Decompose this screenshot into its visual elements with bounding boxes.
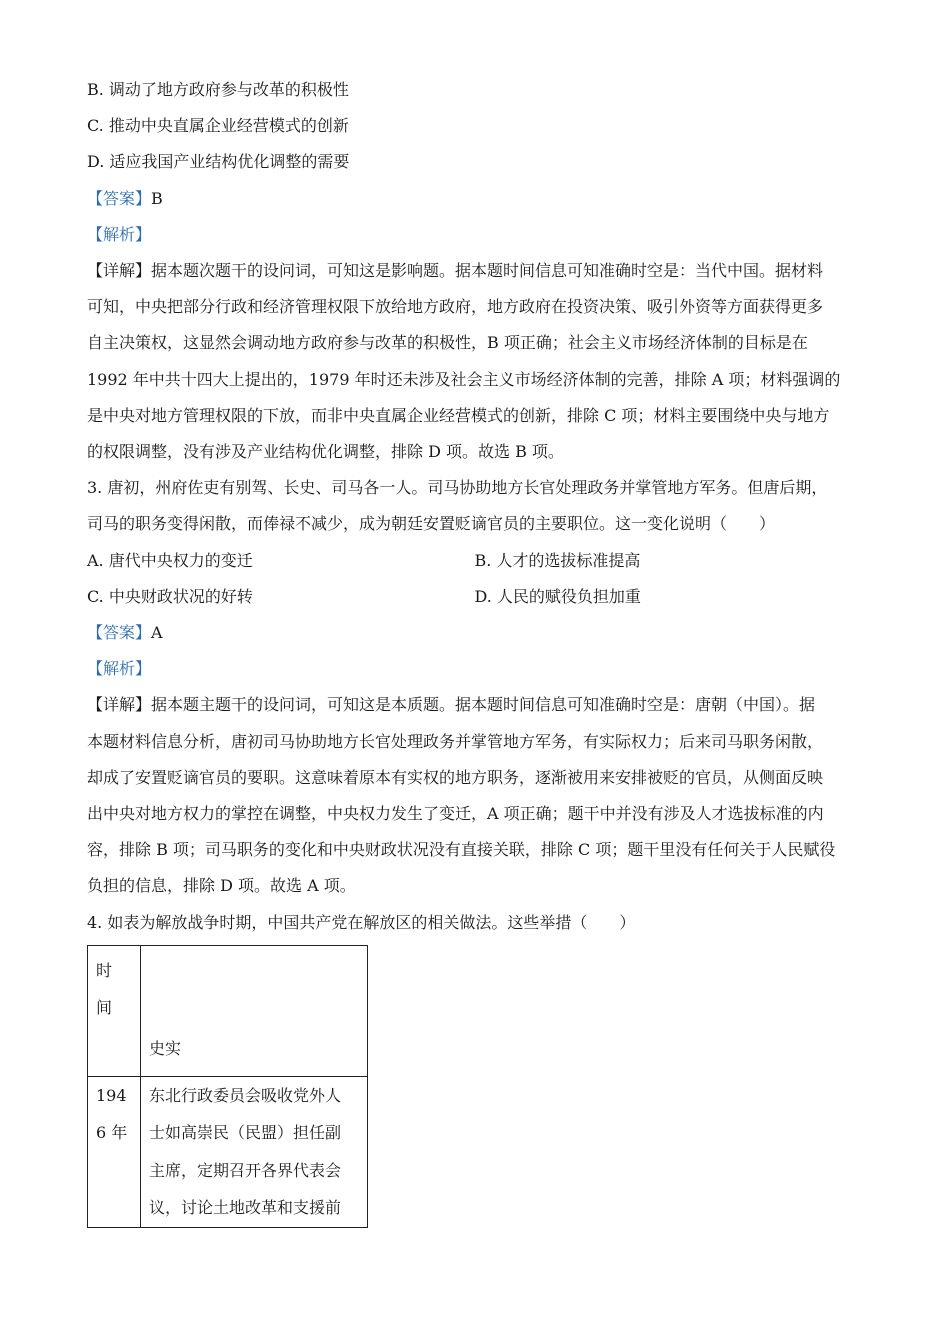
answer-tag: 【答案】 xyxy=(87,188,152,208)
q2-detail xyxy=(87,253,862,470)
detail-line: 【详解】据本题次题干的设问词，可知这是影响题。据本题时间信息可知准确时空是：当代中国。据材料 xyxy=(87,261,824,281)
stem-line: 司马的职务变得闲散，而俸禄不减少，成为朝廷安置贬谪官员的主要职位。这一变化说明（ ） xyxy=(87,514,776,534)
detail-line: 却成了安置贬谪官员的要职。这意味着原本有实权的地方职务，逐渐被用来安排被贬的官员，从侧面反映 xyxy=(87,767,824,787)
answer-value: B xyxy=(151,188,163,208)
q2-option-c: C. 推动中央直属企业经营模式的创新 xyxy=(87,116,349,136)
table-header-row xyxy=(88,945,368,1076)
q4-history-table xyxy=(87,945,368,1228)
detail-line: 可知，中央把部分行政和经济管理权限下放给地方政府，地方政府在投资决策、吸引外资等方面获得更多 xyxy=(87,297,824,317)
q2-analysis-tag: 【解析】 xyxy=(87,224,152,244)
q3-detail xyxy=(87,687,862,904)
q2-answer xyxy=(87,181,862,217)
detail-tag: 【详解】 xyxy=(87,261,152,281)
detail-line: 容，排除 B 项；司马职务的变化和中央财政状况没有直接关联，排除 C 项；题干里没有任何关于人民赋役 xyxy=(87,840,836,860)
q3-option-b: B. 人才的选拔标准提高 xyxy=(474,550,641,570)
q2-option-d: D. 适应我国产业结构优化调整的需要 xyxy=(87,152,350,172)
table-row xyxy=(88,1076,368,1227)
detail-line: 1992 年中共十四大上提出的，1979 年时还未涉及社会主义市场经济体制的完善，排除 A 项；材料强调的 xyxy=(87,369,841,389)
q2-option-b: B. 调动了地方政府参与改革的积极性 xyxy=(87,80,349,99)
q3-option-d: D. 人民的赋役负担加重 xyxy=(474,586,641,606)
q3-option-a: A. 唐代中央权力的变迁 xyxy=(87,550,253,570)
detail-line: 本题材料信息分析，唐初司马协助地方长官处理政务并掌管地方军务，有实际权力；后来司马职务闲散， xyxy=(87,731,824,751)
detail-line: 是中央对地方管理权限的下放，而非中央直属企业经营模式的创新，排除 C 项；材料主要围绕中央与地方 xyxy=(87,405,830,425)
detail-tag: 【详解】 xyxy=(87,695,152,715)
q3-analysis-tag: 【解析】 xyxy=(87,659,152,679)
q3-option-c: C. 中央财政状况的好转 xyxy=(87,586,253,606)
time-cell: 194 6 年 xyxy=(88,1076,141,1227)
stem-line: 3. 唐初，州府佐吏有别驾、长史、司马各一人。司马协助地方长官处理政务并掌管地方军务。但唐后期， xyxy=(87,478,828,498)
detail-line: 出中央对地方权力的掌控在调整，中央权力发生了变迁，A 项正确；题干中并没有涉及人才选拔标准的内 xyxy=(87,804,824,824)
detail-line: 【详解】据本题主题干的设问词，可知这是本质题。据本题时间信息可知准确时空是：唐朝（中国）。据 xyxy=(87,695,816,715)
detail-line: 的权限调整，没有涉及产业结构优化调整，排除 D 项。故选 B 项。 xyxy=(87,442,564,462)
document-page xyxy=(87,72,862,1228)
header-fact-cell: 史实 xyxy=(141,945,368,1076)
q3-answer xyxy=(87,615,862,651)
answer-tag: 【答案】 xyxy=(87,623,152,643)
fact-cell: 东北行政委员会吸收党外人 士如高崇民（民盟）担任副 主席，定期召开各界代表会 议，讨论土地改革和支援前 xyxy=(141,1076,368,1227)
q4-stem: 4. 如表为解放战争时期，中国共产党在解放区的相关做法。这些举措（ ） xyxy=(87,912,636,932)
q3-options-row-2 xyxy=(87,579,862,615)
q3-options-row-1 xyxy=(87,543,862,579)
detail-line: 负担的信息，排除 D 项。故选 A 项。 xyxy=(87,876,356,896)
q3-stem xyxy=(87,470,862,542)
answer-value: A xyxy=(151,623,163,643)
detail-line: 自主决策权，这显然会调动地方政府参与改革的积极性，B 项正确；社会主义市场经济体制的目标是在 xyxy=(87,333,808,353)
header-time-cell: 时 间 xyxy=(88,945,141,1076)
